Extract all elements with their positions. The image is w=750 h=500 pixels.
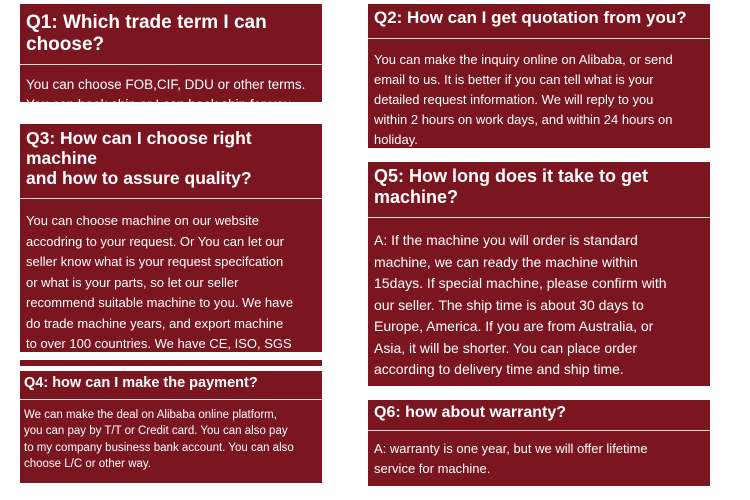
decorative-dash xyxy=(332,200,352,207)
faq-card-q6 xyxy=(368,400,710,486)
faq-question: Q2: How can I get quotation from you? xyxy=(368,4,710,39)
faq-question: Q4: how can I make the payment? xyxy=(20,371,322,400)
faq-card-q4 xyxy=(20,371,322,483)
faq-card-q3 xyxy=(20,124,322,352)
faq-question: Q5: How long does it take to get machine? xyxy=(368,162,710,218)
faq-answer: We can make the deal on Alibaba online platform, you can pay by T/T or Credit card. You can also pay to my company business bank account. You can also choose L/C or other way. xyxy=(24,408,294,471)
decorative-divider-strip xyxy=(20,360,322,366)
faq-answer: A: If the machine you will order is standard machine, we can ready the machine within 15days. If special machine, please confirm with our seller. The ship time is about 30 days to Europe, America. If you are from Australia, or Asia, it will be shorter. You can place order according to delivery time and ship time. xyxy=(374,232,667,378)
faq-answer: You can choose FOB,CIF, DDU or other terms. You can book ship or I can book ship for you. xyxy=(26,76,306,112)
faq-card-q1 xyxy=(20,4,322,112)
faq-question: Q3: How can I choose right machine and how to assure quality? xyxy=(20,124,322,199)
faq-question: Q1: Which trade term I can choose? xyxy=(20,4,322,65)
faq-card-q2 xyxy=(368,4,710,148)
faq-answer: You can make the inquiry online on Alibaba, or send email to us. It is better if you can tell what is your detailed request information. We will reply to you within 2 hours on work days, and within 24 hours on holiday. xyxy=(374,51,673,147)
faq-answer: You can choose machine on our website accodring to your request. Or You can let our seller know what is your request specifcation or what is your parts, so let our seller recommend suitable machine to you. We have do trade machine years, and export machine to over 100 countries. We have CE, ISO, SGS xyxy=(26,213,294,352)
faq-card-q5 xyxy=(368,162,710,386)
faq-answer: A: warranty is one year, but we will offer lifetime service for machine. xyxy=(374,441,648,477)
faq-question: Q6: how about warranty? xyxy=(368,400,710,431)
